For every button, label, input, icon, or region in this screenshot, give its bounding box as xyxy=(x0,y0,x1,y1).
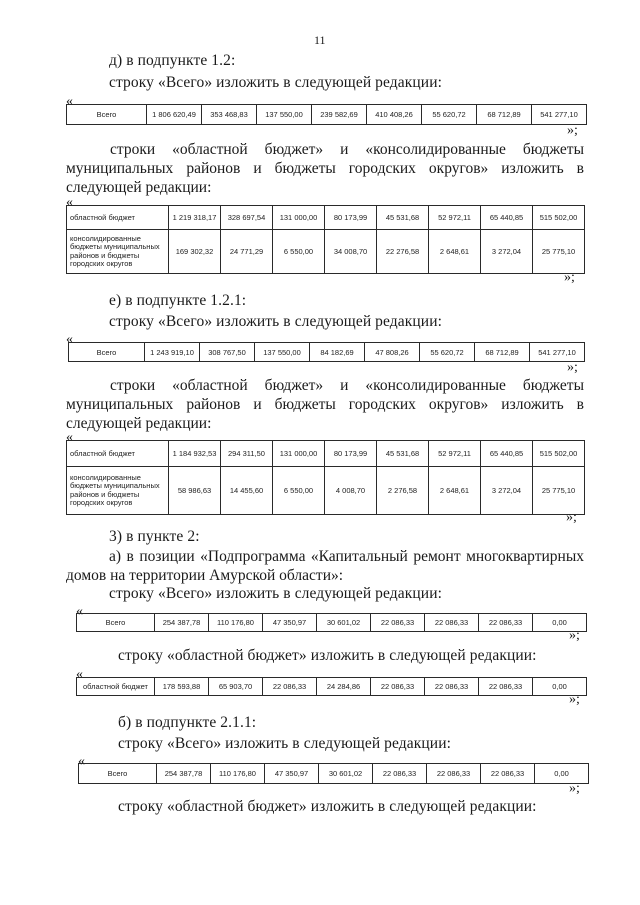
cell-value: 22 086,33 xyxy=(425,614,479,632)
cell-value: 22 086,33 xyxy=(263,678,317,696)
cell-value: 131 000,00 xyxy=(273,206,325,230)
table-row xyxy=(67,441,585,467)
cell-value: 22 086,33 xyxy=(427,764,481,784)
cell-value: 515 502,00 xyxy=(533,441,585,467)
subitem-heading-1-2: д) в подпункте 1.2: xyxy=(109,52,236,69)
table-total-1-2 xyxy=(66,104,587,125)
cell-value: 515 502,00 xyxy=(533,206,585,230)
row-label: консолидированные бюджеты муниципальных районов и бюджеты городских округов xyxy=(67,230,169,274)
cell-value: 131 000,00 xyxy=(273,441,325,467)
cell-value: 0,00 xyxy=(533,678,587,696)
cell-value: 169 302,32 xyxy=(169,230,221,274)
table-row xyxy=(69,343,585,362)
cell-value: 410 408,26 xyxy=(367,105,422,125)
close-quote: »; xyxy=(566,510,577,525)
cell-value: 68 712,89 xyxy=(475,343,530,362)
row-label: областной бюджет xyxy=(67,206,169,230)
open-quote: « xyxy=(66,94,73,109)
cell-value: 1 219 318,17 xyxy=(169,206,221,230)
cell-value: 239 582,69 xyxy=(312,105,367,125)
close-quote: »; xyxy=(569,781,580,796)
open-quote: « xyxy=(76,667,83,682)
cell-value: 24 284,86 xyxy=(317,678,371,696)
cell-value: 22 086,33 xyxy=(479,678,533,696)
table-row xyxy=(79,764,589,784)
table-regional-consolidated-1-2 xyxy=(66,205,585,274)
subitem-heading-2-1-1: б) в подпункте 2.1.1: xyxy=(118,714,257,731)
row-label: Всего xyxy=(69,343,145,362)
row-label: областной бюджет xyxy=(77,678,155,696)
cell-value: 0,00 xyxy=(535,764,589,784)
table-row xyxy=(67,467,585,515)
cell-value: 328 697,54 xyxy=(221,206,273,230)
cell-value: 47 350,97 xyxy=(265,764,319,784)
cell-value: 541 277,10 xyxy=(530,343,585,362)
cell-value: 308 767,50 xyxy=(200,343,255,362)
position-subprogram: а) в позиции «Подпрограмма «Капитальный ремонт многоквартирных домов на территории Амурской области»: xyxy=(66,548,584,584)
cell-value: 30 601,02 xyxy=(319,764,373,784)
cell-value: 137 550,00 xyxy=(257,105,312,125)
table-row xyxy=(77,678,587,696)
cell-value: 6 550,00 xyxy=(273,230,325,274)
cell-value: 22 086,33 xyxy=(479,614,533,632)
cell-value: 34 008,70 xyxy=(325,230,377,274)
instruction-total-1-2-1: строку «Всего» изложить в следующей редакции: xyxy=(109,313,442,330)
cell-value: 110 176,80 xyxy=(211,764,265,784)
table-regional-2 xyxy=(76,677,587,696)
close-quote: »; xyxy=(569,628,580,643)
cell-value: 52 972,11 xyxy=(429,206,481,230)
cell-value: 45 531,68 xyxy=(377,206,429,230)
cell-value: 30 601,02 xyxy=(317,614,371,632)
instruction-total-2-1-1: строку «Всего» изложить в следующей редакции: xyxy=(118,735,451,752)
cell-value: 1 184 932,53 xyxy=(169,441,221,467)
close-quote: »; xyxy=(569,692,580,707)
cell-value: 47 808,26 xyxy=(365,343,420,362)
cell-value: 65 440,85 xyxy=(481,206,533,230)
open-quote: « xyxy=(66,332,73,347)
cell-value: 22 086,33 xyxy=(481,764,535,784)
cell-value: 6 550,00 xyxy=(273,467,325,515)
cell-value: 541 277,10 xyxy=(532,105,587,125)
table-total-2-1-1 xyxy=(78,763,589,784)
table-regional-consolidated-1-2-1 xyxy=(66,440,585,515)
cell-value: 47 350,97 xyxy=(263,614,317,632)
row-label: Всего xyxy=(77,614,155,632)
row-label: консолидированные бюджеты муниципальных районов и бюджеты городских округов xyxy=(67,467,169,515)
cell-value: 68 712,89 xyxy=(477,105,532,125)
cell-value: 14 455,60 xyxy=(221,467,273,515)
table-row xyxy=(77,614,587,632)
cell-value: 55 620,72 xyxy=(420,343,475,362)
open-quote: « xyxy=(78,754,85,769)
cell-value: 1 243 919,10 xyxy=(145,343,200,362)
instruction-regional-consolidated-1-2-1: строки «областной бюджет» и «консолидированные бюджеты муниципальных районов и бюджеты городских округов» изложить в следующей редакции: xyxy=(66,377,584,432)
cell-value: 2 648,61 xyxy=(429,467,481,515)
cell-value: 1 806 620,49 xyxy=(147,105,202,125)
cell-value: 65 903,70 xyxy=(209,678,263,696)
row-label: Всего xyxy=(79,764,157,784)
item-heading-2: 3) в пункте 2: xyxy=(109,528,200,545)
cell-value: 52 972,11 xyxy=(429,441,481,467)
cell-value: 2 648,61 xyxy=(429,230,481,274)
close-quote: »; xyxy=(567,360,578,375)
open-quote: « xyxy=(76,604,83,619)
page-number: 11 xyxy=(314,33,326,47)
row-label: Всего xyxy=(67,105,147,125)
cell-value: 353 468,83 xyxy=(202,105,257,125)
cell-value: 0,00 xyxy=(533,614,587,632)
cell-value: 254 387,78 xyxy=(155,614,209,632)
subitem-heading-1-2-1: е) в подпункте 1.2.1: xyxy=(109,292,247,309)
close-quote: »; xyxy=(567,123,578,138)
open-quote: « xyxy=(66,195,73,210)
cell-value: 84 182,69 xyxy=(310,343,365,362)
instruction-regional-2-1-1: строку «областной бюджет» изложить в следующей редакции: xyxy=(118,798,537,815)
cell-value: 24 771,29 xyxy=(221,230,273,274)
cell-value: 110 176,80 xyxy=(209,614,263,632)
cell-value: 45 531,68 xyxy=(377,441,429,467)
cell-value: 80 173,99 xyxy=(325,441,377,467)
cell-value: 25 775,10 xyxy=(533,467,585,515)
instruction-total-2: строку «Всего» изложить в следующей редакции: xyxy=(109,585,442,602)
cell-value: 4 008,70 xyxy=(325,467,377,515)
cell-value: 2 276,58 xyxy=(377,467,429,515)
cell-value: 3 272,04 xyxy=(481,230,533,274)
cell-value: 22 086,33 xyxy=(373,764,427,784)
cell-value: 22 086,33 xyxy=(371,678,425,696)
cell-value: 22 086,33 xyxy=(371,614,425,632)
instruction-total-1-2: строку «Всего» изложить в следующей редакции: xyxy=(109,74,442,91)
open-quote: « xyxy=(66,430,73,445)
cell-value: 80 173,99 xyxy=(325,206,377,230)
table-row xyxy=(67,206,585,230)
cell-value: 137 550,00 xyxy=(255,343,310,362)
row-label: областной бюджет xyxy=(67,441,169,467)
close-quote: »; xyxy=(564,270,575,285)
cell-value: 55 620,72 xyxy=(422,105,477,125)
table-row xyxy=(67,230,585,274)
cell-value: 294 311,50 xyxy=(221,441,273,467)
instruction-regional-consolidated-1-2: строки «областной бюджет» и «консолидированные бюджеты муниципальных районов и бюджеты городских округов» изложить в следующей редакции: xyxy=(66,141,584,196)
cell-value: 178 593,88 xyxy=(155,678,209,696)
table-total-1-2-1 xyxy=(68,342,585,362)
table-total-2 xyxy=(76,613,587,632)
cell-value: 22 276,58 xyxy=(377,230,429,274)
cell-value: 22 086,33 xyxy=(425,678,479,696)
instruction-regional-2: строку «областной бюджет» изложить в следующей редакции: xyxy=(118,647,537,664)
cell-value: 25 775,10 xyxy=(533,230,585,274)
table-row xyxy=(67,105,587,125)
cell-value: 58 986,63 xyxy=(169,467,221,515)
cell-value: 65 440,85 xyxy=(481,441,533,467)
cell-value: 3 272,04 xyxy=(481,467,533,515)
cell-value: 254 387,78 xyxy=(157,764,211,784)
